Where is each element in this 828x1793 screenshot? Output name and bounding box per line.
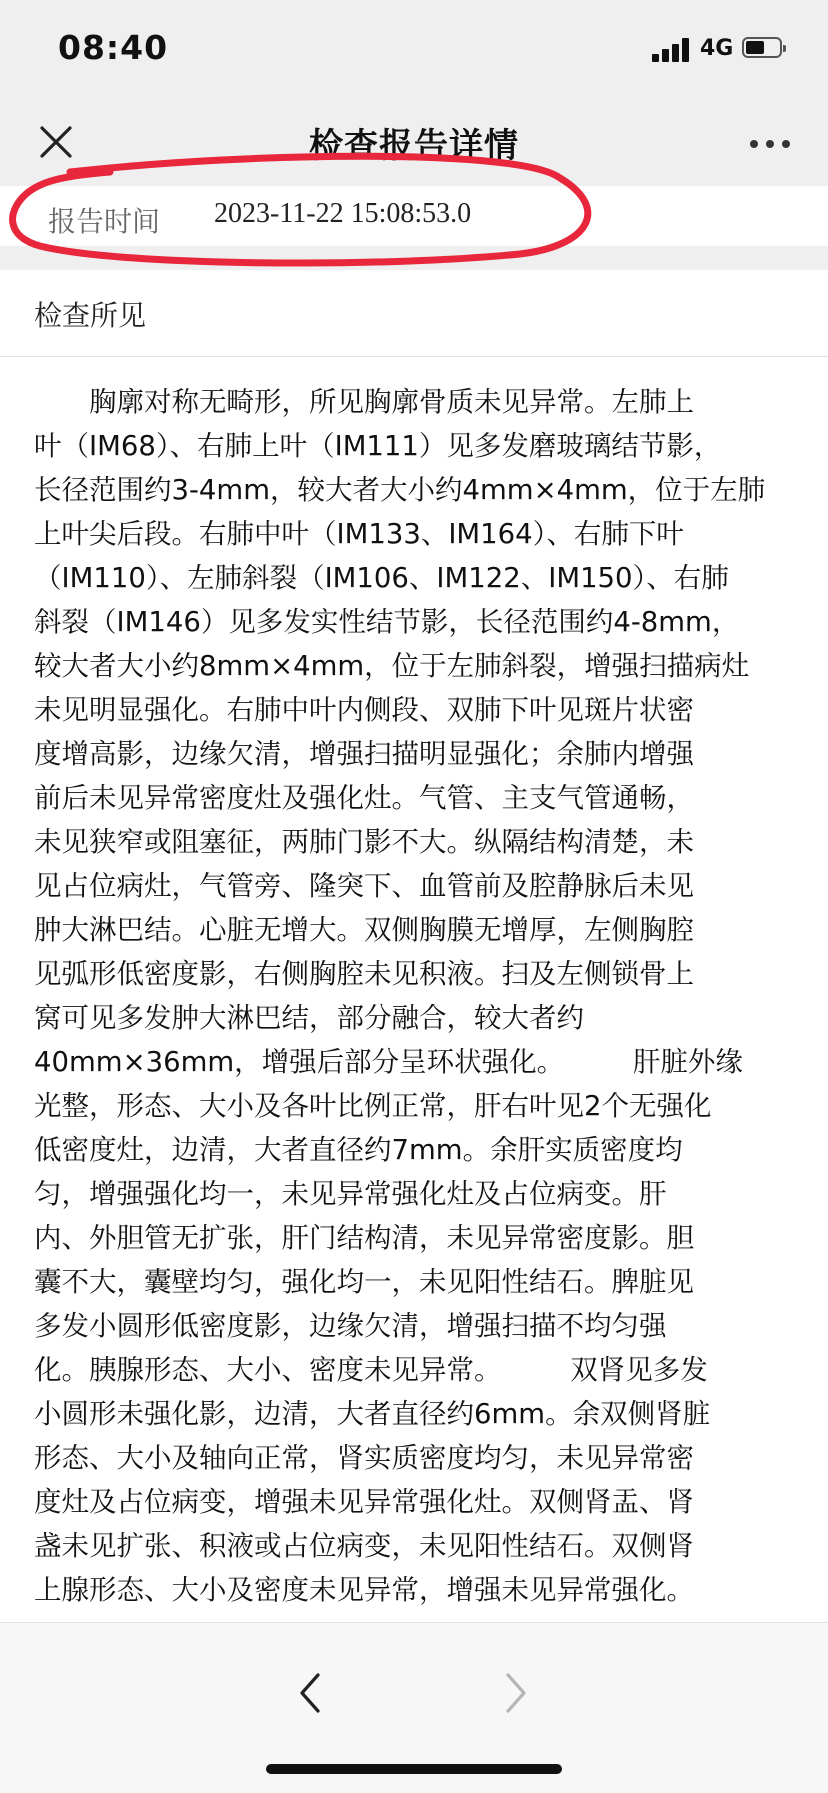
status-bar: [0, 0, 828, 100]
findings-line: 未见明显强化。右肺中叶内侧段、双肺下叶见斑片状密: [34, 694, 694, 726]
findings-title: 检查所见: [34, 299, 147, 332]
findings-line: 度增高影，边缘欠清，增强扫描明显强化；余肺内增强: [34, 738, 694, 770]
findings-line: 叶（IM68）、右肺上叶（IM111）见多发磨玻璃结节影，: [34, 430, 722, 462]
page-title: 检查报告详情: [309, 126, 519, 166]
findings-line: 40mm×36mm，增强后部分呈环状强化。 肝脏外缘: [34, 1046, 743, 1078]
findings-line: （IM110）、左肺斜裂（IM106、IM122、IM150）、右肺: [34, 562, 729, 594]
findings-line: 较大者大小约8mm×4mm，位于左肺斜裂，增强扫描病灶: [34, 650, 750, 682]
findings-line: 小圆形未强化影，边清，大者直径约6mm。余双侧肾脏: [34, 1398, 711, 1430]
bottom-toolbar: [0, 1622, 828, 1793]
findings-line: 见弧形低密度影，右侧胸腔未见积液。扫及左侧锁骨上: [34, 958, 694, 990]
findings-line: 匀，增强强化均一，未见异常强化灶及占位病变。肝: [34, 1178, 667, 1210]
chevron-left-icon[interactable]: [296, 1671, 324, 1715]
findings-line: 肿大淋巴结。心脏无增大。双侧胸膜无增厚，左侧胸腔: [34, 914, 694, 946]
cellular-signal-icon: [652, 38, 692, 62]
findings-line: 囊不大，囊壁均匀，强化均一，未见阳性结石。脾脏见: [34, 1266, 694, 1298]
findings-line: 多发小圆形低密度影，边缘欠清，增强扫描不均匀强: [34, 1310, 667, 1342]
findings-line: 上叶尖后段。右肺中叶（IM133、IM164）、右肺下叶: [34, 518, 684, 550]
report-time-value: 2023-11-22 15:08:53.0: [214, 198, 472, 229]
findings-line: 上腺形态、大小及密度未见异常，增强未见异常强化。: [34, 1574, 694, 1606]
findings-line: 前后未见异常密度灶及强化灶。气管、主支气管通畅，: [34, 782, 694, 814]
findings-line: 未见狭窄或阻塞征，两肺门影不大。纵隔结构清楚，未: [34, 826, 694, 858]
report-time-label: 报告时间: [48, 205, 161, 238]
home-indicator[interactable]: [266, 1764, 562, 1774]
findings-line: 胸廓对称无畸形，所见胸廓骨质未见异常。左肺上: [34, 386, 694, 418]
findings-line: 度灶及占位病变，增强未见异常强化灶。双侧肾盂、肾: [34, 1486, 694, 1518]
battery-fill: [746, 41, 764, 54]
findings-line: 内、外胆管无扩张，肝门结构清，未见异常密度影。胆: [34, 1222, 694, 1254]
findings-line: 斜裂（IM146）见多发实性结节影，长径范围约4-8mm，: [34, 606, 740, 638]
status-time: 08:40: [58, 28, 169, 67]
highlight-annotation: [0, 150, 828, 280]
more-icon[interactable]: [748, 138, 792, 150]
chevron-right-icon[interactable]: [502, 1671, 530, 1715]
findings-line: 窝可见多发肿大淋巴结，部分融合，较大者约: [34, 1002, 584, 1034]
findings-line: 化。胰腺形态、大小、密度未见异常。 双肾见多发: [34, 1354, 708, 1386]
findings-line: 形态、大小及轴向正常，肾实质密度均匀，未见异常密: [34, 1442, 694, 1474]
battery-icon: [742, 37, 782, 58]
findings-line: 光整，形态、大小及各叶比例正常，肝右叶见2个无强化: [34, 1090, 712, 1122]
findings-line: 低密度灶，边清，大者直径约7mm。余肝实质密度均: [34, 1134, 683, 1166]
findings-line: 见占位病灶，气管旁、隆突下、血管前及腔静脉后未见: [34, 870, 694, 902]
network-type: 4G: [700, 36, 734, 61]
findings-text: [34, 380, 786, 1622]
findings-line: 盏未见扩张、积液或占位病变，未见阳性结石。双侧肾: [34, 1530, 694, 1562]
findings-line: 长径范围约3-4mm，较大者大小约4mm×4mm，位于左肺: [34, 474, 766, 506]
findings-section-header: [0, 270, 828, 357]
